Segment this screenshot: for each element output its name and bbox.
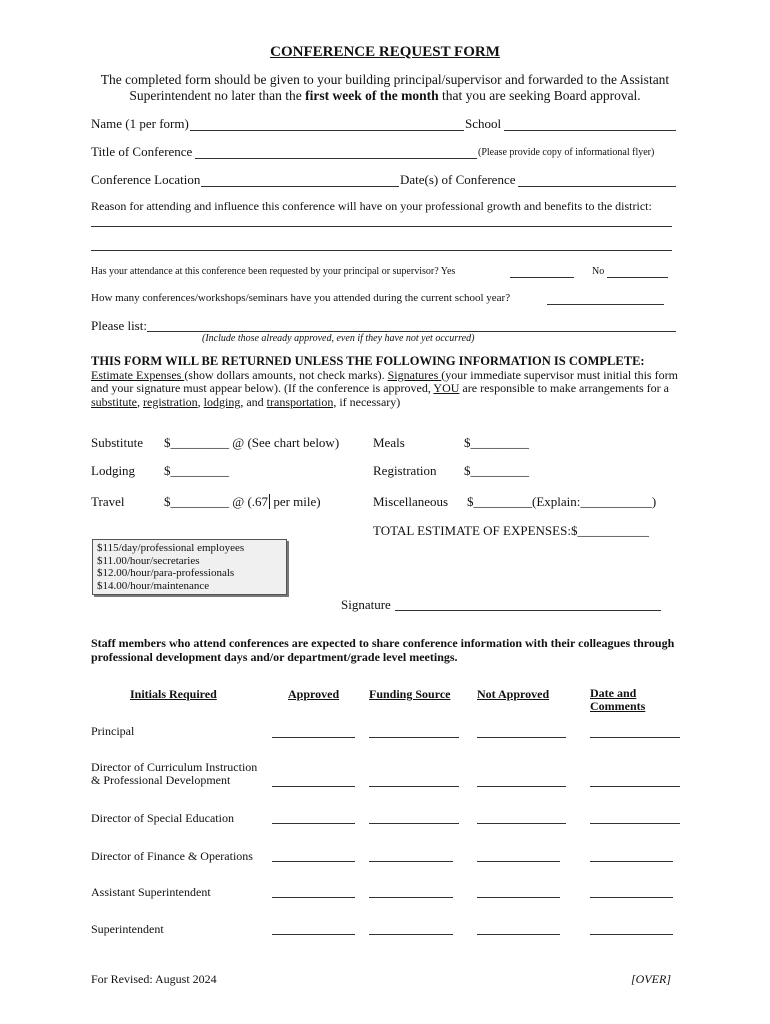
special-ed-date-field[interactable] bbox=[590, 823, 680, 824]
rate-item: $12.00/hour/para-professionals bbox=[97, 567, 235, 579]
misc-field[interactable]: $_________(Explain:___________) bbox=[467, 494, 657, 509]
principal-funding-field[interactable] bbox=[369, 737, 459, 738]
location-label: Conference Location bbox=[91, 172, 201, 187]
curriculum-funding-field[interactable] bbox=[369, 786, 459, 787]
reason-line-2[interactable] bbox=[91, 250, 672, 251]
warning-text: Estimate Expenses (show dollars amounts, not check marks). Signatures (your immediate supervisor must initial this form and your signature must appear below). (If the conference is approved, YOU are responsible to make arrangements for a substitute, registration, lodging, and transportation, if necessary) bbox=[91, 367, 678, 409]
please-list-label: Please list: bbox=[91, 318, 147, 333]
rate-item: $115/day/professional employees bbox=[97, 542, 245, 554]
principal-approved-field[interactable] bbox=[272, 737, 355, 738]
travel-label: Travel bbox=[91, 494, 125, 509]
conference-title-field[interactable] bbox=[195, 158, 477, 159]
attendance-question: Has your attendance at this conference been requested by your principal or supervisor? Yes bbox=[91, 266, 456, 277]
conference-title-label: Title of Conference bbox=[91, 144, 193, 159]
school-label: School bbox=[465, 116, 502, 131]
warning-heading: THIS FORM WILL BE RETURNED UNLESS THE FOLLOWING INFORMATION IS COMPLETE: bbox=[91, 354, 645, 368]
finance-approved-field[interactable] bbox=[272, 861, 355, 862]
signature-label: Signature bbox=[341, 597, 391, 612]
finance-date-field[interactable] bbox=[590, 861, 673, 862]
lodging-field[interactable]: $_________ bbox=[164, 463, 229, 478]
please-list-field[interactable] bbox=[147, 331, 676, 332]
intro-instructions: The completed form should be given to your building principal/supervisor and forwarded to the Assistant Superintendent no later than the first week of the month that you are seeking Board approval. bbox=[100, 72, 670, 103]
name-label: Name (1 per form) bbox=[91, 116, 189, 131]
flyer-note: (Please provide copy of informational flyer) bbox=[478, 147, 655, 158]
rate-item: $11.00/hour/secretaries bbox=[97, 554, 200, 567]
name-field[interactable] bbox=[190, 130, 464, 131]
row-label-finance: Director of Finance & Operations bbox=[91, 849, 253, 863]
row-label-principal: Principal bbox=[91, 724, 135, 738]
assistant-super-approved-field[interactable] bbox=[272, 897, 355, 898]
attendance-no-label: No bbox=[592, 266, 605, 277]
principal-not-approved-field[interactable] bbox=[477, 737, 566, 738]
special-ed-not-approved-field[interactable] bbox=[477, 823, 566, 824]
row-label-curriculum: Director of Curriculum Instruction & Professional Development bbox=[91, 760, 258, 787]
dates-label: Date(s) of Conference bbox=[400, 172, 516, 187]
location-field[interactable] bbox=[201, 186, 399, 187]
assistant-super-not-approved-field[interactable] bbox=[477, 897, 560, 898]
revised-date: For Revised: August 2024 bbox=[91, 972, 217, 986]
meals-label: Meals bbox=[373, 435, 405, 450]
row-label-special-ed: Director of Special Education bbox=[91, 811, 234, 825]
reason-label: Reason for attending and influence this conference will have on your professional growth and benefits to the district: bbox=[91, 199, 652, 213]
school-field[interactable] bbox=[504, 130, 676, 131]
substitute-label: Substitute bbox=[91, 435, 144, 450]
superintendent-date-field[interactable] bbox=[590, 934, 673, 935]
dates-field[interactable] bbox=[518, 186, 676, 187]
conference-count-field[interactable] bbox=[547, 304, 664, 305]
please-list-note: (Include those already approved, even if they have not yet occurred) bbox=[202, 333, 475, 344]
share-note: Staff members who attend conferences are expected to share conference information with their colleagues through professional development days and/or department/grade level meetings. bbox=[91, 636, 675, 664]
substitute-rates-box bbox=[92, 539, 287, 595]
registration-field[interactable]: $_________ bbox=[464, 463, 529, 478]
assistant-super-date-field[interactable] bbox=[590, 897, 673, 898]
conference-count-question: How many conferences/workshops/seminars have you attended during the current school year? bbox=[91, 292, 511, 304]
row-label-assistant-super: Assistant Superintendent bbox=[91, 885, 211, 899]
total-estimate[interactable]: TOTAL ESTIMATE OF EXPENSES:$___________ bbox=[373, 523, 649, 538]
completion-warning bbox=[91, 355, 691, 409]
over-note: [OVER] bbox=[631, 972, 671, 986]
rate-item: $14.00/hour/maintenance bbox=[97, 579, 210, 592]
header-funding-source: Funding Source bbox=[369, 687, 451, 701]
assistant-super-funding-field[interactable] bbox=[369, 897, 453, 898]
form-title: CONFERENCE REQUEST FORM bbox=[270, 44, 500, 60]
principal-date-field[interactable] bbox=[590, 737, 680, 738]
travel-field[interactable]: $_________ @ (.67 per mile) bbox=[164, 494, 321, 509]
attendance-yes-field[interactable] bbox=[510, 277, 574, 278]
registration-label: Registration bbox=[373, 463, 437, 478]
curriculum-date-field[interactable] bbox=[590, 786, 680, 787]
substitute-field[interactable]: $_________ @ (See chart below) bbox=[164, 435, 340, 450]
meals-field[interactable]: $_________ bbox=[464, 435, 529, 450]
superintendent-funding-field[interactable] bbox=[369, 934, 453, 935]
misc-label: Miscellaneous bbox=[373, 494, 449, 509]
header-date-comments: Date and Comments bbox=[590, 686, 646, 713]
superintendent-approved-field[interactable] bbox=[272, 934, 355, 935]
special-ed-funding-field[interactable] bbox=[369, 823, 459, 824]
header-not-approved: Not Approved bbox=[477, 687, 550, 701]
header-initials: Initials Required bbox=[130, 687, 217, 701]
header-approved: Approved bbox=[288, 687, 340, 701]
row-label-superintendent: Superintendent bbox=[91, 922, 164, 936]
special-ed-approved-field[interactable] bbox=[272, 823, 355, 824]
curriculum-not-approved-field[interactable] bbox=[477, 786, 566, 787]
finance-not-approved-field[interactable] bbox=[477, 861, 560, 862]
lodging-label: Lodging bbox=[91, 463, 136, 478]
curriculum-approved-field[interactable] bbox=[272, 786, 355, 787]
signature-field[interactable] bbox=[395, 610, 661, 611]
attendance-no-field[interactable] bbox=[607, 277, 668, 278]
finance-funding-field[interactable] bbox=[369, 861, 453, 862]
superintendent-not-approved-field[interactable] bbox=[477, 934, 560, 935]
reason-line-1[interactable] bbox=[91, 226, 672, 227]
